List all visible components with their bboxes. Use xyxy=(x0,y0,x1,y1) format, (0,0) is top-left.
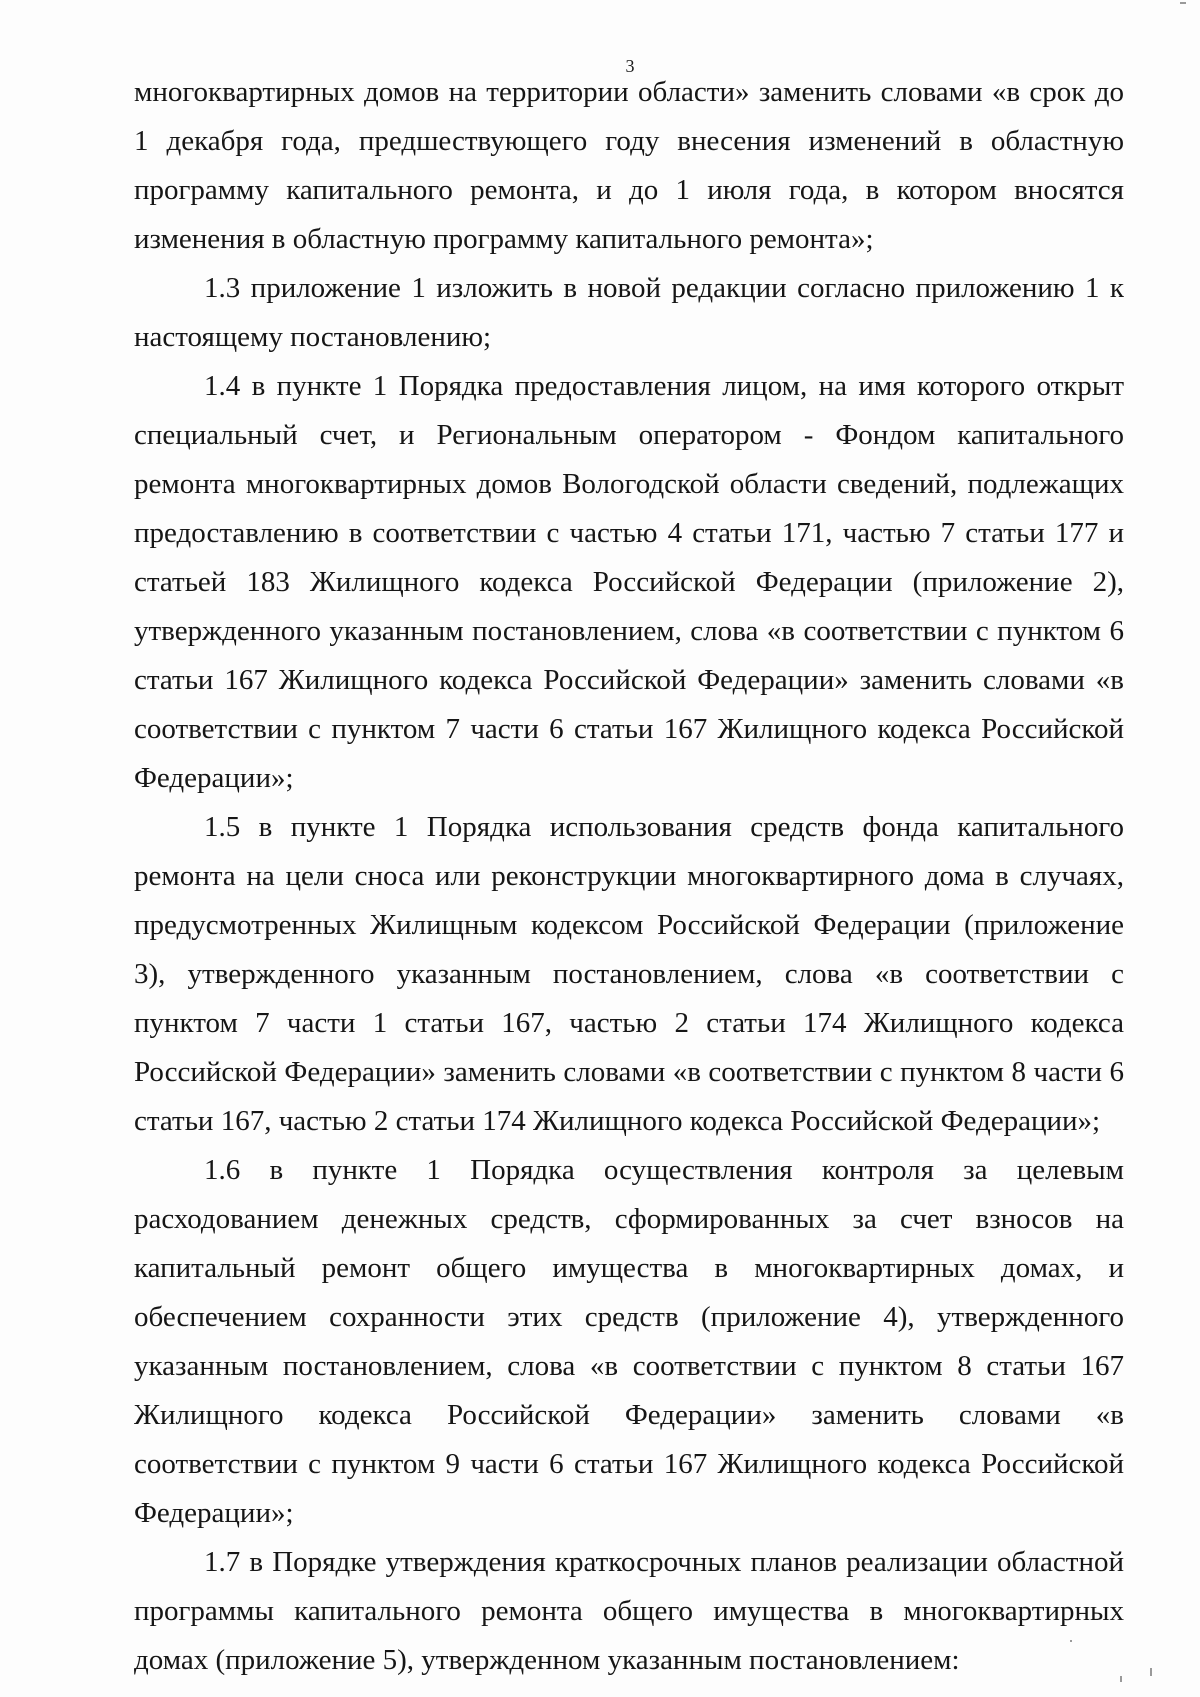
paragraph-item-1-7: 1.7 в Порядке утверждения краткосрочных планов реализации областной программы капитального ремонта общего имущества в многоквартирных домах (приложение 5), утвержденном указанным постановлением: xyxy=(134,1546,1124,1676)
paragraph-item-1-5: 1.5 в пункте 1 Порядка использования средств фонда капитального ремонта на цели сноса или реконструкции многоквартирного дома в случаях, предусмотренных Жилищным кодексом Российской Федерации (приложение 3), утвержденного указанным постановлением, слова «в соответствии с пунктом 7 части 1 статьи 167, частью 2 статьи 174 Жилищного кодекса Российской Федерации» заменить словами «в соответствии с пунктом 8 части 6 статьи 167, частью 2 статьи 174 Жилищного кодекса Российской Федерации»; xyxy=(134,811,1124,1137)
scan-speck xyxy=(1120,1676,1122,1682)
paragraph-continuation: многоквартирных домов на территории области» заменить словами «в срок до 1 декабря года, предшествующего году внесения изменений в областную программу капитального ремонта, и до 1 июля года, в котором вносятся изменения в областную программу капитального ремонта»; xyxy=(134,76,1124,255)
paragraph-item-1-6: 1.6 в пункте 1 Порядка осуществления контроля за целевым расходованием денежных средств, сформированных за счет взносов на капитальный ремонт общего имущества в многоквартирных домах, и обеспечением сохранности этих средств (приложение 4), утвержденного указанным постановлением, слова «в соответствии с пунктом 8 статьи 167 Жилищного кодекса Российской Федерации» заменить словами «в соответствии с пунктом 9 части 6 статьи 167 Жилищного кодекса Российской Федерации»; xyxy=(134,1154,1124,1529)
scan-speck xyxy=(1180,2,1186,4)
scan-speck xyxy=(1070,1640,1072,1642)
document-body xyxy=(134,68,1124,1685)
paragraph-item-1-3: 1.3 приложение 1 изложить в новой редакции согласно приложению 1 к настоящему постановлению; xyxy=(134,272,1124,353)
paragraph-item-1-4: 1.4 в пункте 1 Порядка предоставления лицом, на имя которого открыт специальный счет, и Региональным оператором - Фондом капитального ремонта многоквартирных домов Вологодской области сведений, подлежащих предоставлению в соответствии с частью 4 статьи 171, частью 7 статьи 177 и статьей 183 Жилищного кодекса Российской Федерации (приложение 2), утвержденного указанным постановлением, слова «в соответствии с пунктом 6 статьи 167 Жилищного кодекса Российской Федерации» заменить словами «в соответствии с пунктом 7 части 6 статьи 167 Жилищного кодекса Российской Федерации»; xyxy=(134,370,1124,794)
scan-speck xyxy=(1150,1668,1152,1676)
page-number: 3 xyxy=(625,56,635,76)
